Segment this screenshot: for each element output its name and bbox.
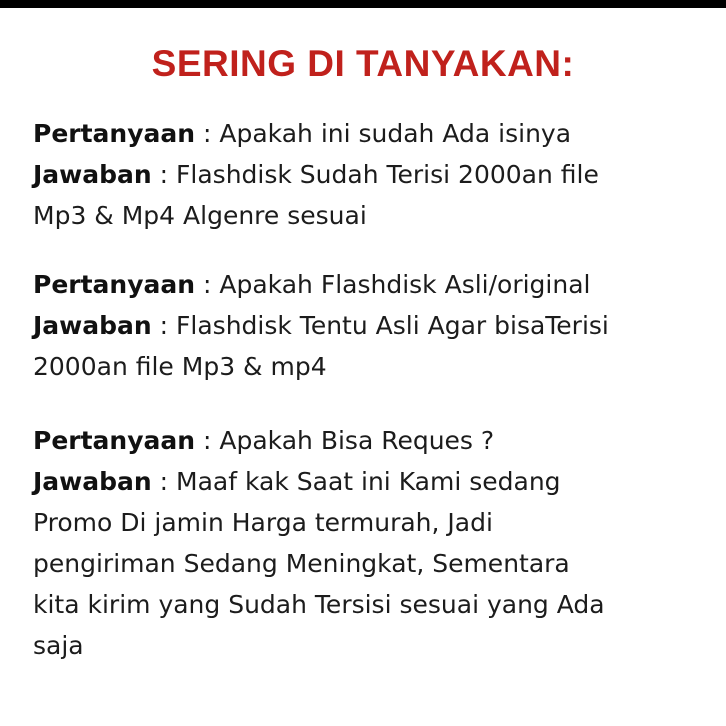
answer-text-first: : Flashdisk Tentu Asli Agar bisaTerisi [151,311,609,340]
question-text: : Apakah Bisa Reques ? [195,426,495,455]
question-line [33,420,703,461]
answer-line [33,305,703,346]
question-line [33,113,703,154]
faq-item [33,264,703,387]
answer-text-first: : Flashdisk Sudah Terisi 2000an file [151,160,599,189]
faq-item [33,420,703,666]
faq-item [33,113,703,236]
answer-line [33,154,703,195]
answer-line [33,461,703,502]
question-text: : Apakah Flashdisk Asli/original [195,270,591,299]
answer-label: Jawaban [33,467,152,496]
question-line [33,264,703,305]
answer-text-rest: Promo Di jamin Harga termurah, Jadi pengiriman Sedang Meningkat, Sementara kita kirim yang Sudah Tersisi sesuai yang Ada saja [33,508,605,660]
question-label: Pertanyaan [33,119,196,148]
answer-text-rest: 2000an file Mp3 & mp4 [33,352,327,381]
page-title: SERING DI TANYAKAN: [151,43,575,84]
question-label: Pertanyaan [33,270,196,299]
answer-label: Jawaban [33,160,152,189]
answer-text-rest: Mp3 & Mp4 Algenre sesuai [33,201,367,230]
question-label: Pertanyaan [33,426,196,455]
answer-text-first: : Maaf kak Saat ini Kami sedang [151,467,561,496]
top-border [0,0,726,8]
question-text: : Apakah ini sudah Ada isinya [195,119,572,148]
answer-label: Jawaban [33,311,152,340]
